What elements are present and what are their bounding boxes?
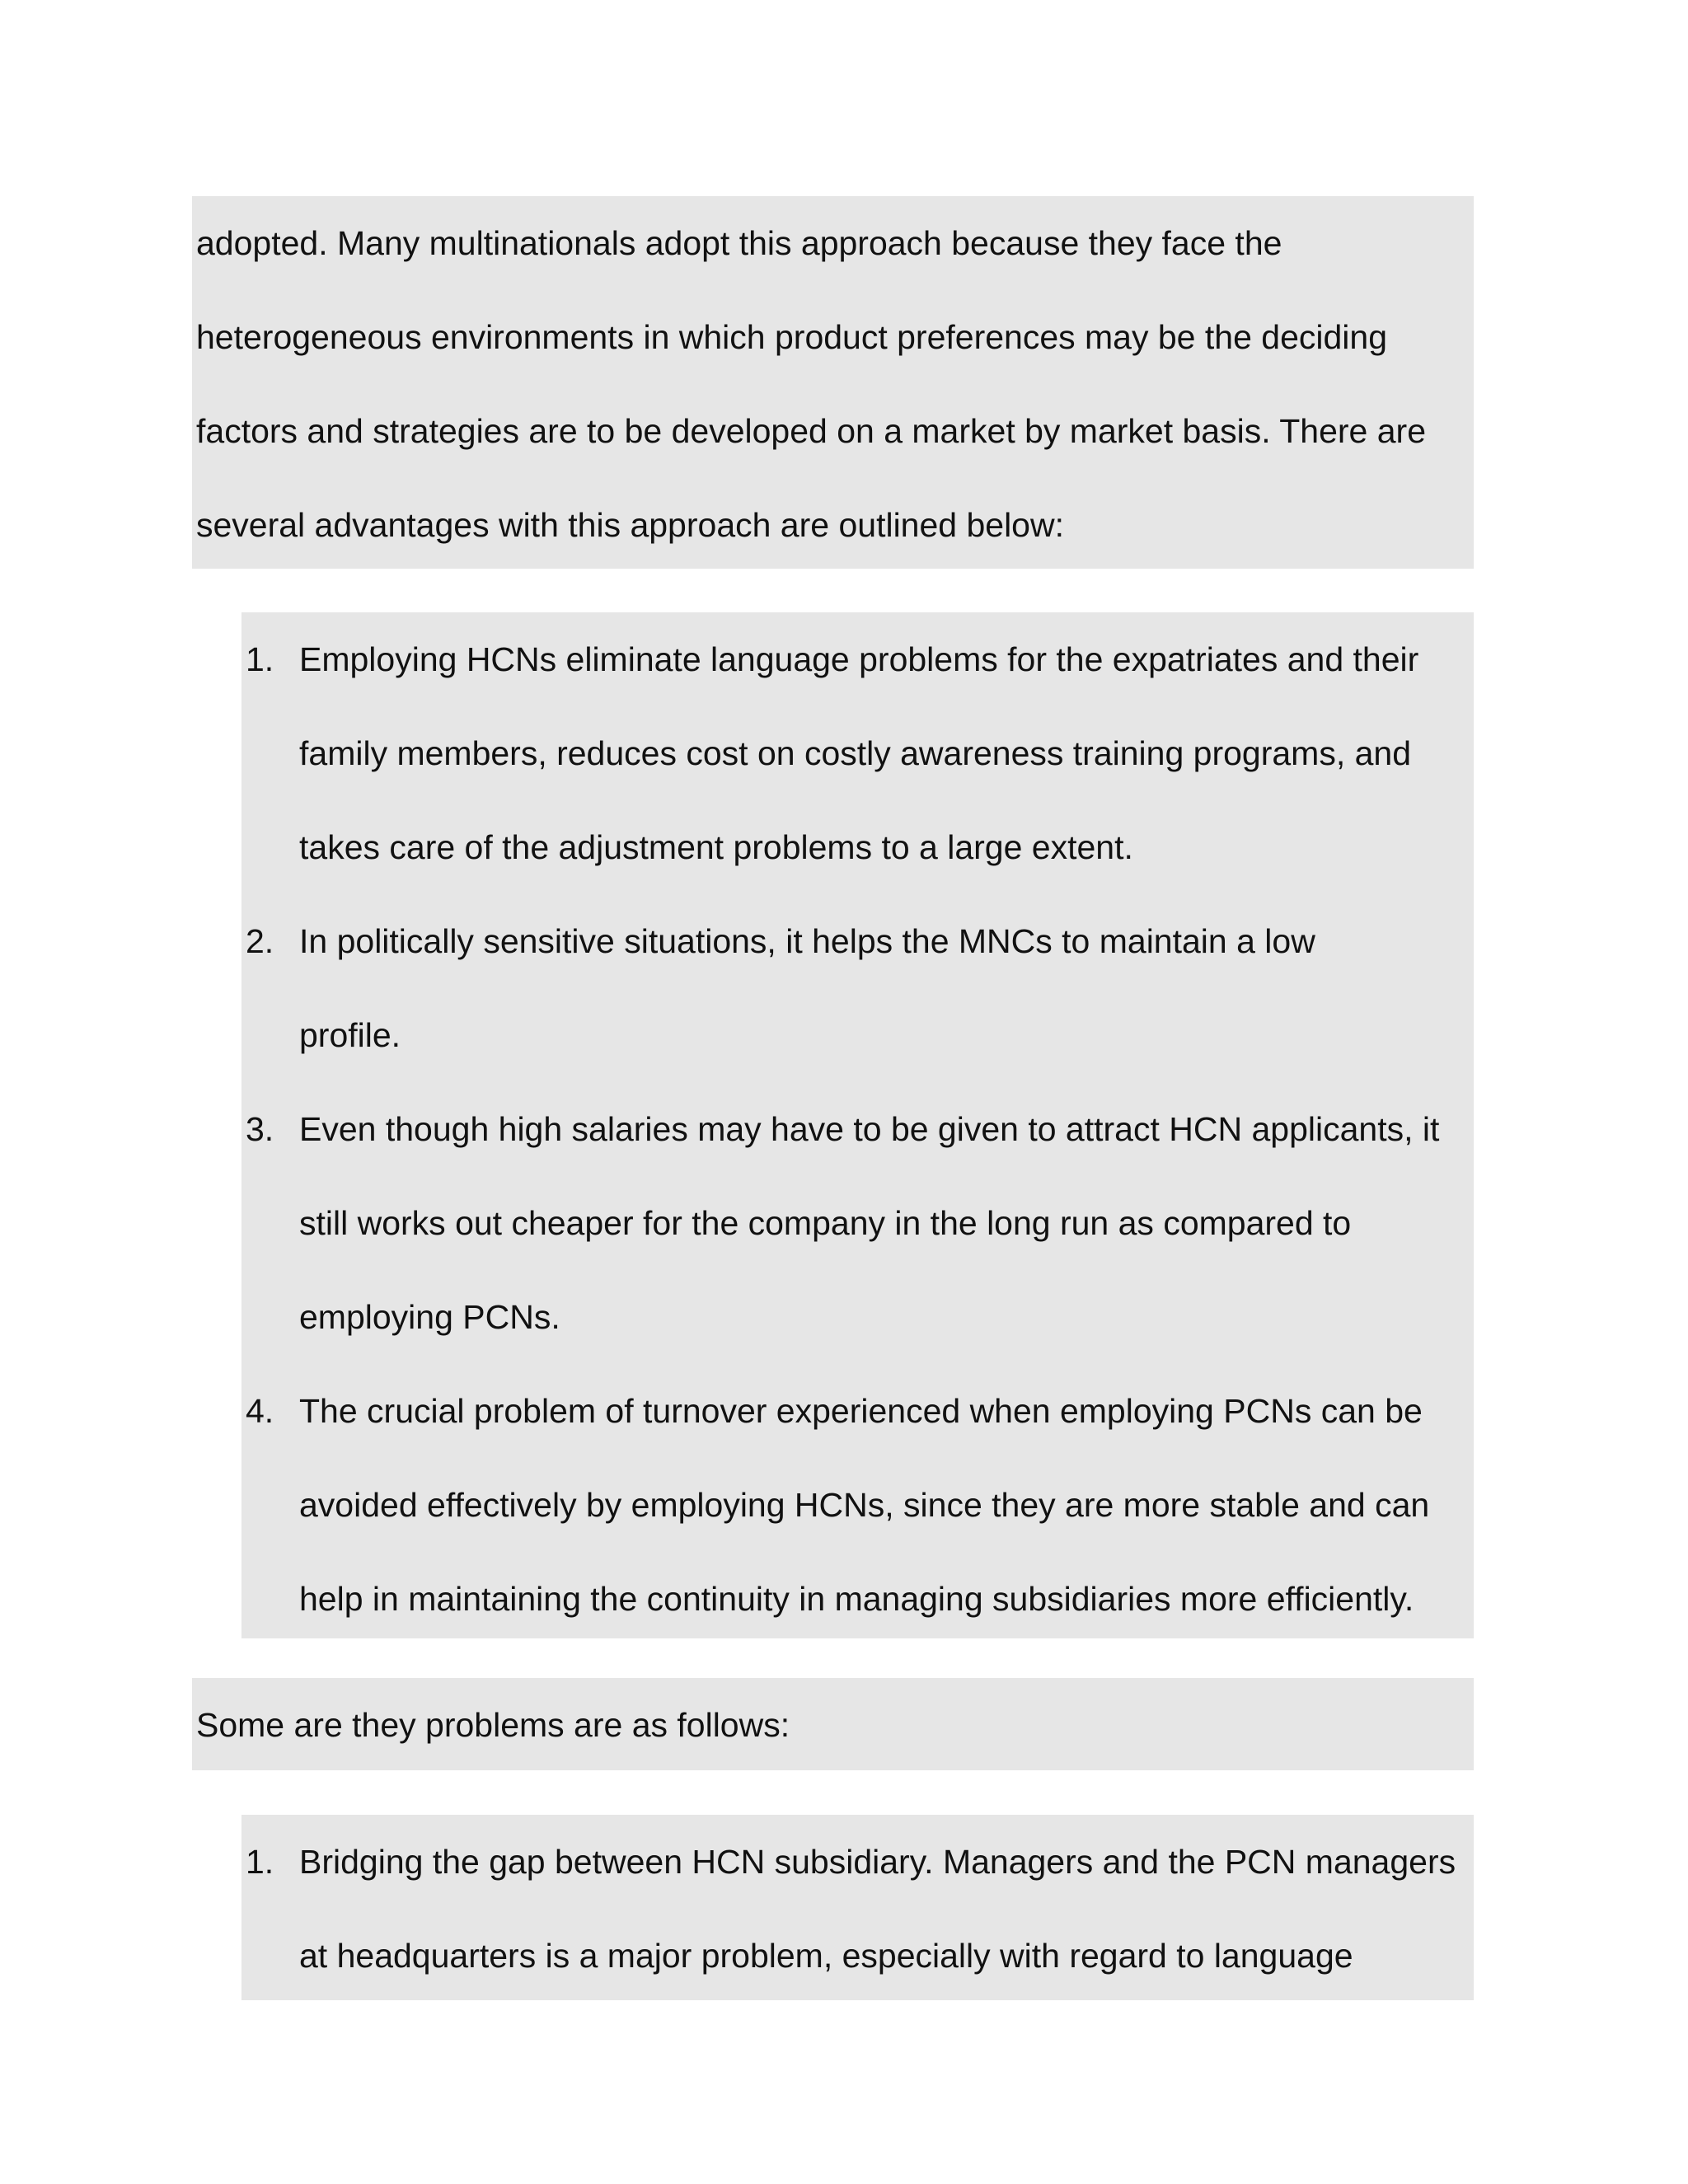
list-item-line: takes care of the adjustment problems to a large extent. — [299, 828, 1133, 866]
list-item — [246, 1364, 1474, 1646]
advantages-list — [246, 612, 1474, 1646]
advantages-list-block — [241, 612, 1474, 1638]
problems-heading-text: Some are they problems are as follows: — [196, 1706, 790, 1744]
problems-list-block — [241, 1815, 1474, 2000]
list-item-number: 3. — [246, 1110, 274, 1148]
list-item-line: Even though high salaries may have to be given to attract HCN applicants, it — [299, 1110, 1440, 1148]
list-item-line: still works out cheaper for the company in the long run as compared to — [299, 1204, 1352, 1242]
problems-list — [246, 1815, 1474, 2003]
problems-heading-block — [192, 1678, 1474, 1770]
list-item-line: Bridging the gap between HCN subsidiary. Managers and the PCN managers — [299, 1843, 1456, 1881]
list-item-line: The crucial problem of turnover experienced when employing PCNs can be — [299, 1392, 1423, 1430]
list-item-line: avoided effectively by employing HCNs, since they are more stable and can — [299, 1486, 1430, 1524]
list-item-line: In politically sensitive situations, it helps the MNCs to maintain a low — [299, 922, 1315, 960]
list-item-number: 1. — [246, 640, 274, 678]
list-item — [246, 894, 1474, 1082]
list-item-line: profile. — [299, 1016, 401, 1054]
list-item — [246, 612, 1474, 894]
intro-line: heterogeneous environments in which product preferences may be the deciding — [196, 318, 1387, 356]
list-item-line: Employing HCNs eliminate language problems for the expatriates and their — [299, 640, 1419, 678]
list-item — [246, 1082, 1474, 1364]
list-item-number: 4. — [246, 1392, 274, 1430]
intro-paragraph-block — [192, 196, 1474, 569]
list-item-line: employing PCNs. — [299, 1298, 560, 1336]
list-item — [246, 1815, 1474, 2003]
intro-paragraph — [196, 196, 1474, 572]
problems-heading — [196, 1678, 1474, 1772]
intro-line: adopted. Many multinationals adopt this approach because they face the — [196, 224, 1282, 262]
list-item-number: 1. — [246, 1843, 274, 1881]
list-item-line: help in maintaining the continuity in managing subsidiaries more efficiently. — [299, 1580, 1414, 1618]
list-item-line: at headquarters is a major problem, especially with regard to language — [299, 1937, 1353, 1975]
intro-line: several advantages with this approach are outlined below: — [196, 506, 1064, 544]
intro-line: factors and strategies are to be developed on a market by market basis. There are — [196, 412, 1426, 450]
list-item-number: 2. — [246, 922, 274, 960]
list-item-line: family members, reduces cost on costly awareness training programs, and — [299, 734, 1412, 772]
